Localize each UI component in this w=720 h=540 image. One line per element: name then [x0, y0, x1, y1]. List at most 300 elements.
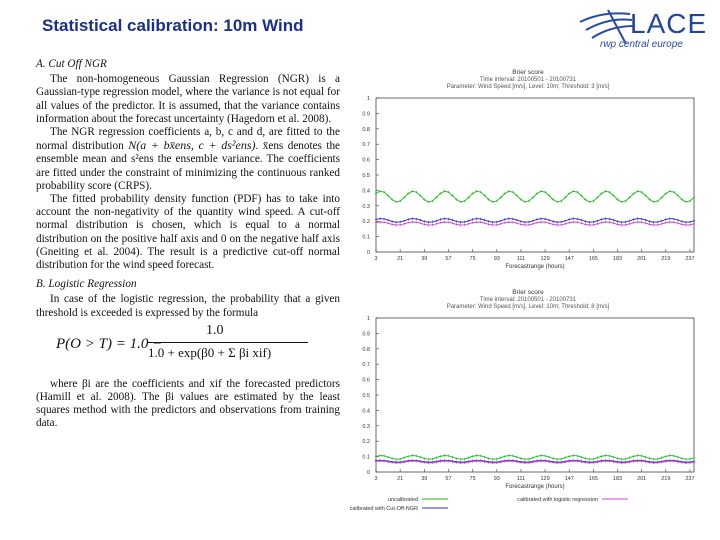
section-a-paragraph-1: The non-homogeneous Gaussian Regression (NGR) is a Gaussian-type regression model, where the variance is not equal for all values of the predictor. It is assumed, that the variance contains information about the forecast uncertainty (Hagedorn et al. 2008). — [36, 73, 340, 125]
series-point — [375, 221, 377, 223]
series-point — [628, 223, 630, 225]
series-point — [496, 224, 498, 226]
series-point — [556, 221, 558, 223]
series-point — [620, 221, 622, 223]
series-point — [435, 220, 437, 222]
series-point — [608, 221, 610, 223]
series-point — [419, 456, 421, 458]
series-point — [524, 224, 526, 226]
series-point — [592, 224, 594, 226]
series-point — [628, 220, 630, 222]
y-tick-label: 0.6 — [362, 377, 370, 384]
series-point — [616, 457, 618, 459]
series-point — [584, 457, 586, 459]
y-tick-label: 0.1 — [362, 234, 370, 241]
series-point — [600, 455, 602, 457]
series-point — [653, 224, 655, 226]
series-point — [657, 221, 659, 223]
series-point — [685, 224, 687, 226]
series-point — [693, 220, 695, 222]
x-tick-label: 147 — [564, 256, 574, 262]
section-b-heading: B. Logistic Regression — [36, 278, 137, 291]
series-point — [395, 224, 397, 226]
series-point — [532, 457, 534, 459]
series-point — [552, 220, 554, 222]
series-point — [657, 224, 659, 226]
series-point — [568, 218, 570, 220]
series-point — [600, 221, 602, 223]
series-point — [604, 221, 606, 223]
series-point — [681, 457, 683, 459]
section-a-paragraph-2a: The NGR regression coefficients a, b, c and d, are fitted to the normal distribution — [36, 126, 340, 153]
x-tick-label: 93 — [493, 476, 500, 482]
x-tick-label: 183 — [612, 256, 623, 262]
series-point — [512, 455, 514, 457]
y-tick-label: 0.9 — [362, 331, 370, 338]
series-point — [632, 218, 634, 220]
series-point — [479, 455, 481, 457]
series-point — [512, 221, 514, 223]
x-tick-label: 219 — [661, 476, 671, 482]
y-tick-label: 0.3 — [362, 203, 370, 210]
x-tick-label: 21 — [397, 256, 404, 262]
y-tick-label: 0 — [366, 250, 370, 256]
series-point — [516, 222, 518, 224]
series-point — [661, 223, 663, 225]
series-point — [576, 455, 578, 457]
series-point — [592, 221, 594, 223]
series-point — [588, 458, 590, 460]
series-point — [391, 220, 393, 222]
series-point — [540, 221, 542, 223]
series-point — [693, 223, 695, 225]
series-point — [455, 220, 457, 222]
series-point — [620, 458, 622, 460]
fraction-bar — [148, 342, 308, 343]
series-point — [608, 455, 610, 457]
series-point — [451, 219, 453, 221]
series-point — [492, 221, 494, 223]
section-b-paragraph-1: In case of the logistic regression, the probability that a given threshold is exceeded is expressed by the formula — [36, 293, 340, 319]
series-point — [544, 455, 546, 457]
y-tick-label: 0.2 — [362, 219, 370, 226]
x-tick-label: 57 — [445, 476, 452, 482]
x-tick-label: 39 — [421, 476, 428, 482]
chart-subtitle-2: Parameter: Wind Speed [m/s], Level: 10m; Threshold: 8 [m/s] — [446, 304, 610, 310]
series-point — [488, 223, 490, 225]
series-point — [459, 224, 461, 226]
series-point — [681, 223, 683, 225]
series-point — [636, 221, 638, 223]
series-point — [415, 218, 417, 220]
section-a-paragraph-2 — [36, 126, 340, 193]
series-point — [524, 458, 526, 460]
series-point — [649, 223, 651, 225]
series-point — [673, 221, 675, 223]
series-point — [500, 220, 502, 222]
y-tick-label: 0.6 — [362, 157, 370, 164]
y-tick-label: 0.8 — [362, 126, 370, 133]
series-point — [669, 221, 671, 223]
series-point — [483, 456, 485, 458]
series-point — [560, 224, 562, 226]
series-point — [387, 222, 389, 224]
series-point — [540, 217, 542, 219]
series-point — [403, 223, 405, 225]
x-tick-label: 201 — [637, 256, 647, 262]
plot-frame — [376, 318, 694, 472]
series-point — [423, 457, 425, 459]
series-point — [451, 222, 453, 224]
series-point — [423, 220, 425, 222]
series-point — [649, 220, 651, 222]
series-point — [636, 454, 638, 456]
series-point — [596, 457, 598, 459]
series-point — [520, 223, 522, 225]
text-column — [36, 58, 340, 431]
series-point — [463, 221, 465, 223]
series-point — [383, 221, 385, 223]
series-point — [471, 218, 473, 220]
series-point — [685, 221, 687, 223]
series-point — [612, 456, 614, 458]
series-point — [375, 455, 377, 457]
series-point — [475, 221, 477, 223]
series-point — [536, 221, 538, 223]
x-tick-label: 75 — [469, 476, 476, 482]
series-point — [528, 224, 530, 226]
series-point — [624, 224, 626, 226]
series-point — [504, 455, 506, 457]
x-tick-label: 165 — [588, 256, 598, 262]
series-point — [427, 221, 429, 223]
formula-numerator: 1.0 — [206, 322, 224, 338]
series-point — [419, 222, 421, 224]
series-point — [657, 458, 659, 460]
series-point — [455, 457, 457, 459]
series-point — [572, 454, 574, 456]
y-tick-label: 0.2 — [362, 439, 370, 446]
series-point — [689, 224, 691, 226]
x-tick-label: 111 — [516, 476, 526, 482]
series-point — [403, 457, 405, 459]
series-point — [556, 224, 558, 226]
series-point — [532, 220, 534, 222]
series-point — [492, 458, 494, 460]
series-point — [620, 224, 622, 226]
series-point — [685, 458, 687, 460]
series-point — [608, 218, 610, 220]
section-a-paragraph-2b: . x̄ens denotes the ensemble mean and s²ens the ensemble variance. The coefficients are fitted under the constraint of minimizing the continuous ranked probability score (CRPS). — [36, 140, 341, 192]
x-tick-label: 165 — [588, 476, 598, 482]
series-point — [669, 454, 671, 456]
series-point — [383, 218, 385, 220]
section-a-heading: A. Cut Off NGR — [36, 58, 107, 70]
y-tick-label: 0 — [366, 470, 370, 476]
formula-denominator: 1.0 + exp(β0 + Σ βi xif) — [148, 344, 272, 360]
series-point — [644, 222, 646, 224]
series-point — [439, 455, 441, 457]
series-point — [588, 224, 590, 226]
series-point — [508, 221, 510, 223]
series-point — [669, 217, 671, 219]
series-point — [544, 218, 546, 220]
logo-text: LACE — [630, 8, 708, 39]
series-point — [379, 454, 381, 456]
y-tick-label: 0.7 — [362, 362, 370, 369]
series-point — [644, 456, 646, 458]
x-tick-label: 183 — [612, 476, 623, 482]
y-tick-label: 0.5 — [362, 393, 370, 399]
chart-title: Brier score — [512, 289, 544, 296]
series-point — [636, 217, 638, 219]
series-point — [548, 222, 550, 224]
series-point — [407, 455, 409, 457]
series-point — [649, 457, 651, 459]
y-tick-label: 0.9 — [362, 111, 370, 118]
series-point — [616, 223, 618, 225]
series-point — [387, 456, 389, 458]
x-tick-label: 93 — [493, 256, 500, 262]
x-tick-label: 237 — [685, 476, 695, 482]
brier-chart-top — [348, 66, 708, 280]
series-point — [568, 455, 570, 457]
y-tick-label: 0.3 — [362, 423, 370, 430]
x-tick-label: 219 — [661, 256, 671, 262]
series-point — [612, 219, 614, 221]
y-tick-label: 1 — [366, 96, 370, 102]
series-point — [677, 222, 679, 224]
series-point — [693, 457, 695, 459]
series-point — [564, 457, 566, 459]
x-axis-label: Forecastrange (hours) — [505, 484, 565, 490]
series-point — [540, 454, 542, 456]
section-a-paragraph-3: The fitted probability density function (PDF) has to take into account the non-negativity of the quantity wind speed. A cut-off normal distribution is chosen, which is equal to a normal distribution on the positive half axis and 0 on the negative half axis (Gneiting et al. 2004). The result is a predictive cut-off normal distribution for the wind speed forecast. — [36, 193, 340, 272]
series-point — [552, 457, 554, 459]
series-point — [479, 221, 481, 223]
series-point — [653, 458, 655, 460]
series-point — [500, 457, 502, 459]
series-point — [584, 223, 586, 225]
series-point — [407, 218, 409, 220]
x-tick-label: 39 — [421, 256, 428, 262]
y-tick-label: 0.7 — [362, 142, 370, 149]
series-point — [431, 224, 433, 226]
chart-subtitle-2: Parameter: Wind Speed [m/s], Level: 10m; Threshold: 3 [m/s] — [446, 84, 610, 90]
series-point — [504, 221, 506, 223]
series-point — [504, 218, 506, 220]
formula-lhs: P(O > T) = 1.0 − — [56, 335, 163, 352]
series-point — [596, 220, 598, 222]
series-point — [640, 455, 642, 457]
series-point — [665, 218, 667, 220]
series-point — [439, 221, 441, 223]
series-point — [475, 454, 477, 456]
series-point — [560, 221, 562, 223]
series-point — [681, 220, 683, 222]
series-point — [463, 224, 465, 226]
series-point — [411, 454, 413, 456]
series-point — [536, 218, 538, 220]
series-point — [399, 224, 401, 226]
series-point — [508, 454, 510, 456]
series-point — [443, 454, 445, 456]
series-point — [556, 458, 558, 460]
chart-title: Brier score — [512, 69, 544, 76]
series-point — [403, 220, 405, 222]
series-point — [488, 457, 490, 459]
series-point — [383, 455, 385, 457]
series-point — [568, 221, 570, 223]
y-tick-label: 0.5 — [362, 173, 370, 179]
series-point — [689, 458, 691, 460]
lace-logo — [578, 8, 713, 53]
series-point — [560, 458, 562, 460]
y-tick-label: 1 — [366, 316, 370, 322]
series-point — [435, 223, 437, 225]
series-point — [415, 455, 417, 457]
slide-title: Statistical calibration: 10m Wind — [42, 16, 304, 35]
series-point — [576, 221, 578, 223]
series-point — [677, 456, 679, 458]
series-point — [459, 458, 461, 460]
series-point — [411, 221, 413, 223]
x-tick-label: 21 — [397, 476, 404, 482]
series-point — [644, 219, 646, 221]
x-tick-label: 3 — [374, 256, 378, 262]
series-point — [516, 456, 518, 458]
series-point — [447, 455, 449, 457]
series-point — [592, 458, 594, 460]
series-point — [624, 458, 626, 460]
y-tick-label: 0.8 — [362, 346, 370, 353]
series-point — [536, 455, 538, 457]
series-point — [496, 221, 498, 223]
series-point — [439, 218, 441, 220]
x-tick-label: 129 — [540, 476, 550, 482]
series-point — [379, 221, 381, 223]
series-point — [471, 221, 473, 223]
y-tick-label: 0.4 — [362, 188, 370, 195]
series-point — [580, 219, 582, 221]
series-point — [423, 223, 425, 225]
series-point — [483, 219, 485, 221]
series-point — [483, 222, 485, 224]
series-point — [399, 221, 401, 223]
series-point — [475, 217, 477, 219]
brier-chart-bottom — [348, 286, 708, 516]
series-point — [459, 221, 461, 223]
series-point — [379, 217, 381, 219]
series-point — [665, 221, 667, 223]
series-point — [572, 221, 574, 223]
section-b-paragraph-2: where βi are the coefficients and xif the forecasted predictors (Hamill et al. 2008). The βi values are estimated by the least squares method with the predictors and observations from training data. — [36, 377, 340, 430]
series-point — [496, 458, 498, 460]
series-point — [415, 221, 417, 223]
x-tick-label: 75 — [469, 256, 476, 262]
series-point — [447, 221, 449, 223]
series-point — [488, 220, 490, 222]
series-point — [467, 457, 469, 459]
series-point — [640, 221, 642, 223]
series-point — [689, 221, 691, 223]
series-point — [564, 223, 566, 225]
x-tick-label: 111 — [516, 256, 526, 262]
series-point — [419, 219, 421, 221]
x-tick-label: 3 — [374, 476, 378, 482]
series-point — [588, 221, 590, 223]
series-point — [395, 458, 397, 460]
series-point — [604, 217, 606, 219]
x-tick-label: 129 — [540, 256, 550, 262]
series-point — [580, 222, 582, 224]
x-tick-label: 201 — [637, 476, 647, 482]
series-point — [612, 222, 614, 224]
series-point — [616, 220, 618, 222]
y-tick-label: 0.4 — [362, 408, 370, 415]
legend-label-1: calibrated with logistic regression — [517, 497, 598, 503]
series-point — [520, 457, 522, 459]
series-point — [632, 455, 634, 457]
logistic-formula — [36, 324, 340, 372]
series-point — [548, 219, 550, 221]
x-tick-label: 147 — [564, 476, 574, 482]
series-point — [387, 219, 389, 221]
series-point — [407, 221, 409, 223]
series-point — [391, 223, 393, 225]
series-point — [528, 458, 530, 460]
series-point — [467, 223, 469, 225]
series-point — [532, 223, 534, 225]
series-point — [548, 456, 550, 458]
series-point — [640, 218, 642, 220]
chart-subtitle: Time interval: 20100501 - 20100731 — [479, 77, 577, 83]
y-tick-label: 0.1 — [362, 454, 370, 461]
x-tick-label: 237 — [685, 256, 695, 262]
series-point — [544, 221, 546, 223]
series-point — [564, 220, 566, 222]
series-point — [399, 458, 401, 460]
series-point — [512, 218, 514, 220]
logo-subtitle: rwp central europe — [600, 39, 683, 50]
series-point — [624, 221, 626, 223]
series-point — [391, 457, 393, 459]
series-point — [673, 218, 675, 220]
series-point — [375, 218, 377, 220]
series-point — [447, 218, 449, 220]
series-point — [600, 218, 602, 220]
series-point — [427, 458, 429, 460]
series-point — [604, 454, 606, 456]
plot-frame — [376, 98, 694, 252]
series-point — [552, 223, 554, 225]
series-point — [677, 219, 679, 221]
series-point — [467, 220, 469, 222]
series-point — [628, 457, 630, 459]
chart-subtitle: Time interval: 20100501 - 20100731 — [479, 297, 577, 303]
series-point — [443, 217, 445, 219]
series-point — [395, 221, 397, 223]
series-point — [451, 456, 453, 458]
legend-label-0: uncalibrated — [388, 497, 418, 503]
series-point — [516, 219, 518, 221]
series-line-0 — [376, 191, 694, 202]
series-point — [471, 455, 473, 457]
series-point — [443, 221, 445, 223]
series-point — [596, 223, 598, 225]
series-point — [479, 218, 481, 220]
series-point — [584, 220, 586, 222]
